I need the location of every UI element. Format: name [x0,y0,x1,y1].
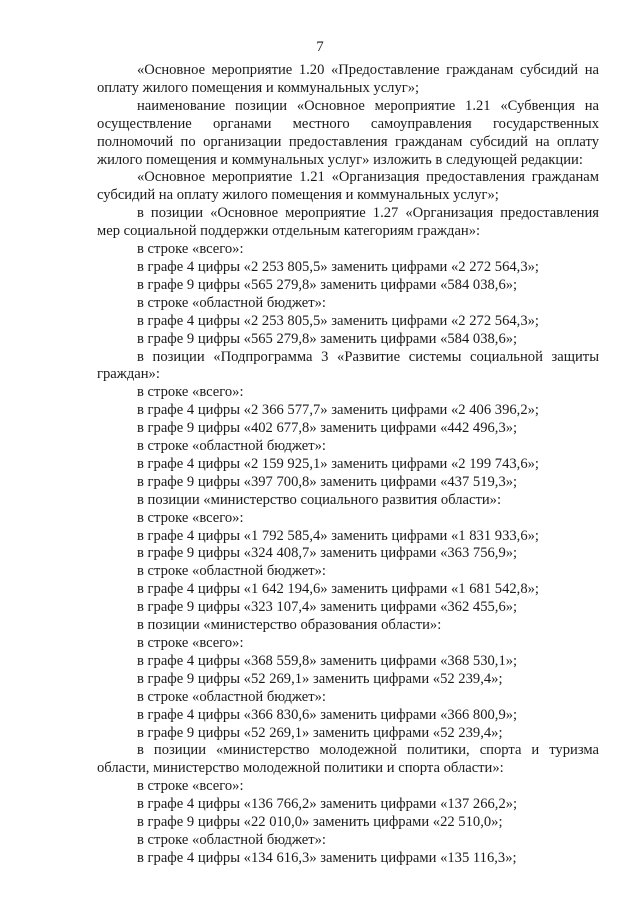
body-line: в строке «областной бюджет»: [137,831,326,848]
page-number: 7 [316,39,324,55]
body-line: в графе 9 цифры «52 269,1» заменить цифрами «52 239,4»; [137,724,503,741]
body-line: в графе 9 цифры «397 700,8» заменить цифрами «437 519,3»; [137,473,518,490]
body-line: в графе 4 цифры «136 766,2» заменить цифрами «137 266,2»; [137,796,518,813]
body-line: в графе 4 цифры «2 253 805,5» заменить цифрами «2 272 564,3»; [137,312,539,329]
body-paragraph: наименование позиции «Основное мероприятие 1.21 «Субвенция на осуществление органами местного самоуправления государственных полномочий по организации предоставления гражданам субсидий на оплату жилого помещения и коммунальных услуг» изложить в следующей редакции: [97,97,599,168]
body-paragraph: в позиции «министерство молодежной политики, спорта и туризма области, министерство молодежной политики и спорта области»: [97,742,599,777]
body-line: в позиции «министерство образования области»: [137,617,442,634]
body-line: в графе 4 цифры «134 616,3» заменить цифрами «135 116,3»; [137,849,517,866]
body-line: в графе 4 цифры «1 642 194,6» заменить цифрами «1 681 542,8»; [137,581,539,598]
body-line: в графе 4 цифры «2 159 925,1» заменить цифрами «2 199 743,6»; [137,455,539,472]
body-line: в графе 4 цифры «1 792 585,4» заменить цифрами «1 831 933,6»; [137,527,539,544]
body-line: в графе 9 цифры «22 010,0» заменить цифрами «22 510,0»; [137,814,503,831]
body-paragraph: «Основное мероприятие 1.21 «Организация предоставления гражданам субсидий на оплату жилого помещения и коммунальных услуг»; [97,169,599,204]
body-line: в позиции «министерство социального развития области»: [137,491,502,508]
body-line: в графе 9 цифры «323 107,4» заменить цифрами «362 455,6»; [137,599,518,616]
body-line: в графе 9 цифры «565 279,8» заменить цифрами «584 038,6»; [137,276,518,293]
body-line: в графе 4 цифры «366 830,6» заменить цифрами «366 800,9»; [137,706,518,723]
body-line: в строке «всего»: [137,635,244,651]
body-paragraph: «Основное мероприятие 1.20 «Предоставление гражданам субсидий на оплату жилого помещения и коммунальных услуг»; [97,62,599,96]
document-body [97,62,599,868]
body-line: в строке «всего»: [137,509,244,526]
body-line: в строке «областной бюджет»: [137,563,326,580]
body-line: в графе 4 цифры «2 253 805,5» заменить цифрами «2 272 564,3»; [137,258,539,275]
body-paragraph: в позиции «Основное мероприятие 1.27 «Организация предоставления мер социальной поддержки отдельным категориям граждан»: [97,205,599,240]
body-line: в строке «областной бюджет»: [137,294,326,311]
body-line: в графе 9 цифры «324 408,7» заменить цифрами «363 756,9»; [137,545,518,562]
body-line: в графе 9 цифры «52 269,1» заменить цифрами «52 239,4»; [137,670,503,687]
body-line: в строке «всего»: [137,241,244,258]
body-line: в графе 9 цифры «402 677,8» заменить цифрами «442 496,3»; [137,420,518,437]
body-line: в строке «областной бюджет»: [137,438,326,455]
body-line: в строке «всего»: [137,384,244,401]
body-line: в графе 4 цифры «2 366 577,7» заменить цифрами «2 406 396,2»; [137,402,539,419]
body-line: в графе 9 цифры «565 279,8» заменить цифрами «584 038,6»; [137,330,518,347]
body-paragraph: в позиции «Подпрограмма 3 «Развитие системы социальной защиты граждан»: [97,348,599,383]
body-line: в графе 4 цифры «368 559,8» заменить цифрами «368 530,1»; [137,652,518,669]
body-line: в строке «областной бюджет»: [137,688,326,705]
body-line: в строке «всего»: [137,778,244,795]
